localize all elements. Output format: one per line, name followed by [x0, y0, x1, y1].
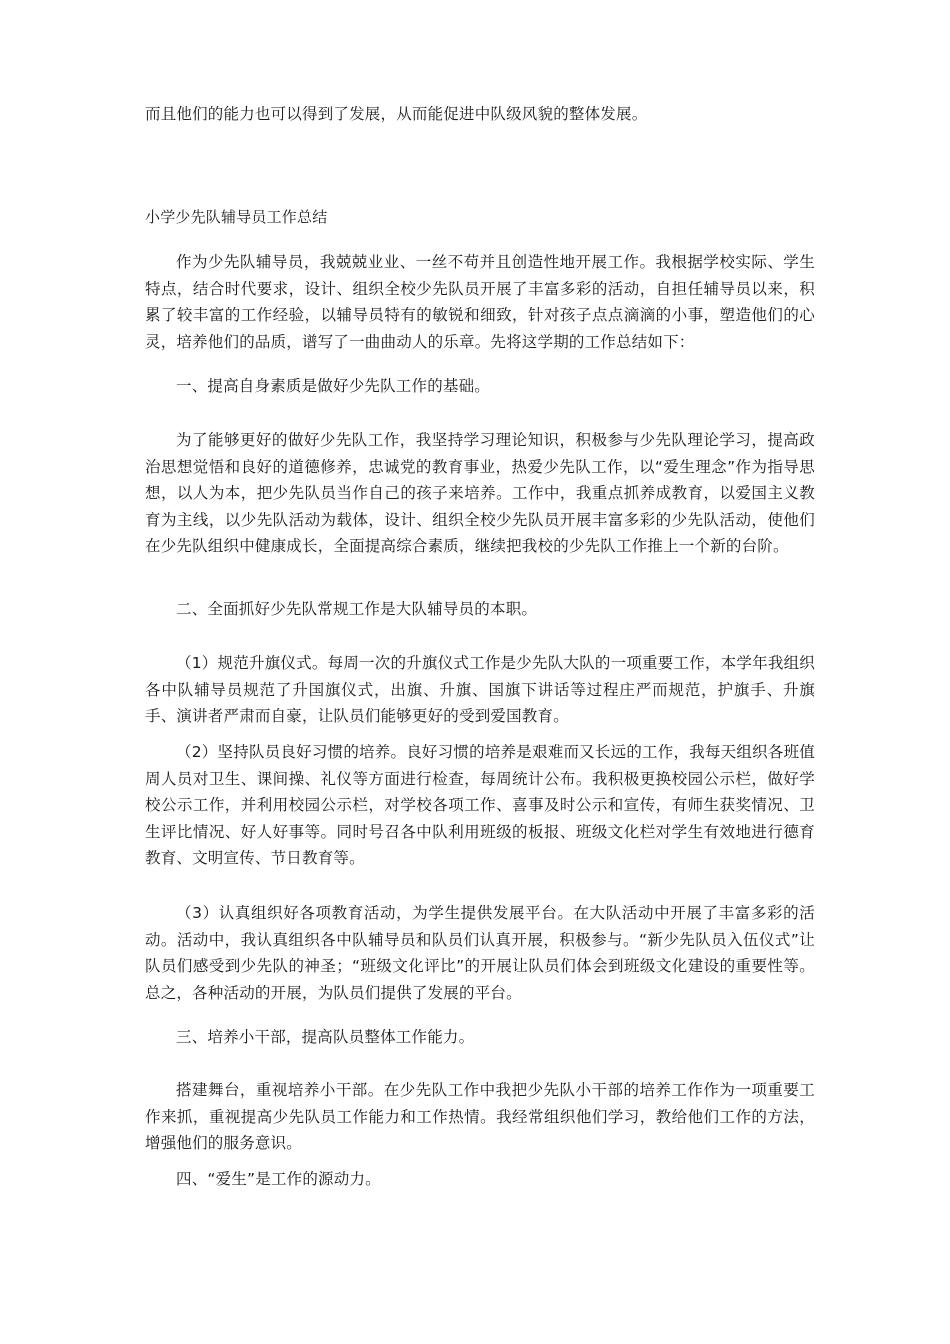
heading-section-2: 二、全面抓好少先队常规工作是大队辅导员的本职。 — [176, 600, 538, 618]
document-title: 小学少先队辅导员工作总结 — [145, 208, 328, 226]
heading-section-3: 三、培养小干部，提高队员整体工作能力。 — [176, 1028, 475, 1046]
paragraph-item-3: （3）认真组织好各项教育活动，为学生提供发展平台。在大队活动中开展了丰富多彩的活动。活动中，我认真组织各中队辅导员和队员们认真开展，积极参与。“新少先队员入伍仪式”让队员们感受到少先队的神圣；“班级文化评比”的开展让队员们体会到班级文化建设的重要性等。总之，各种活动的开展，为队员们提供了发展的平台。 — [145, 904, 815, 1002]
paragraph-section-1: 为了能够更好的做好少先队工作，我坚持学习理论知识，积极参与少先队理论学习，提高政治思想觉悟和良好的道德修养，忠诚党的教育事业，热爱少先队工作，以“爱生理念”作为指导思想，以人为本，把少先队员当作自己的孩子来培养。工作中，我重点抓养成教育，以爱国主义教育为主线，以少先队活动为载体，设计、组织全校少先队员开展丰富多彩的少先队活动，使他们在少先队组织中健康成长，全面提高综合素质，继续把我校的少先队工作推上一个新的台阶。 — [145, 431, 815, 555]
paragraph-continuation: 而且他们的能力也可以得到了发展，从而能促进中队级风貌的整体发展。 — [145, 105, 648, 123]
heading-section-1: 一、提高自身素质是做好少先队工作的基础。 — [176, 377, 491, 395]
paragraph-section-3: 搭建舞台，重视培养小干部。在少先队工作中我把少先队小干部的培养工作作为一项重要工作来抓，重视提高少先队员工作能力和工作热情。我经常组织他们学习，教给他们工作的方法，增强他们的服务意识。 — [145, 1081, 815, 1152]
paragraph-item-1: （1）规范升旗仪式。每周一次的升旗仪式工作是少先队大队的一项重要工作，本学年我组织各中队辅导员规范了升国旗仪式，出旗、升旗、国旗下讲话等过程庄严而规范，护旗手、升旗手、演讲者严肃而自豪，让队员们能够更好的受到爱国教育。 — [145, 654, 815, 725]
paragraph-item-2: （2）坚持队员良好习惯的培养。良好习惯的培养是艰难而又长远的工作，我每天组织各班值周人员对卫生、课间操、礼仪等方面进行检查，每周统计公布。我积极更换校园公示栏，做好学校公示工作，并利用校园公示栏，对学校各项工作、喜事及时公示和宣传，有师生获奖情况、卫生评比情况、好人好事等。同时号召各中队利用班级的板报、班级文化栏对学生有效地进行德育教育、文明宣传、节日教育等。 — [145, 743, 815, 867]
paragraph-intro: 作为少先队辅导员，我兢兢业业、一丝不苟并且创造性地开展工作。我根据学校实际、学生特点，结合时代要求，设计、组织全校少先队员开展了丰富多彩的活动，自担任辅导员以来，积累了较丰富的工作经验，以辅导员特有的敏锐和细致，针对孩子点点滴滴的小事，塑造他们的心灵，培养他们的品质，谱写了一曲曲动人的乐章。先将这学期的工作总结如下： — [145, 253, 815, 351]
heading-section-4: 四、“爱生”是工作的源动力。 — [176, 1170, 381, 1188]
